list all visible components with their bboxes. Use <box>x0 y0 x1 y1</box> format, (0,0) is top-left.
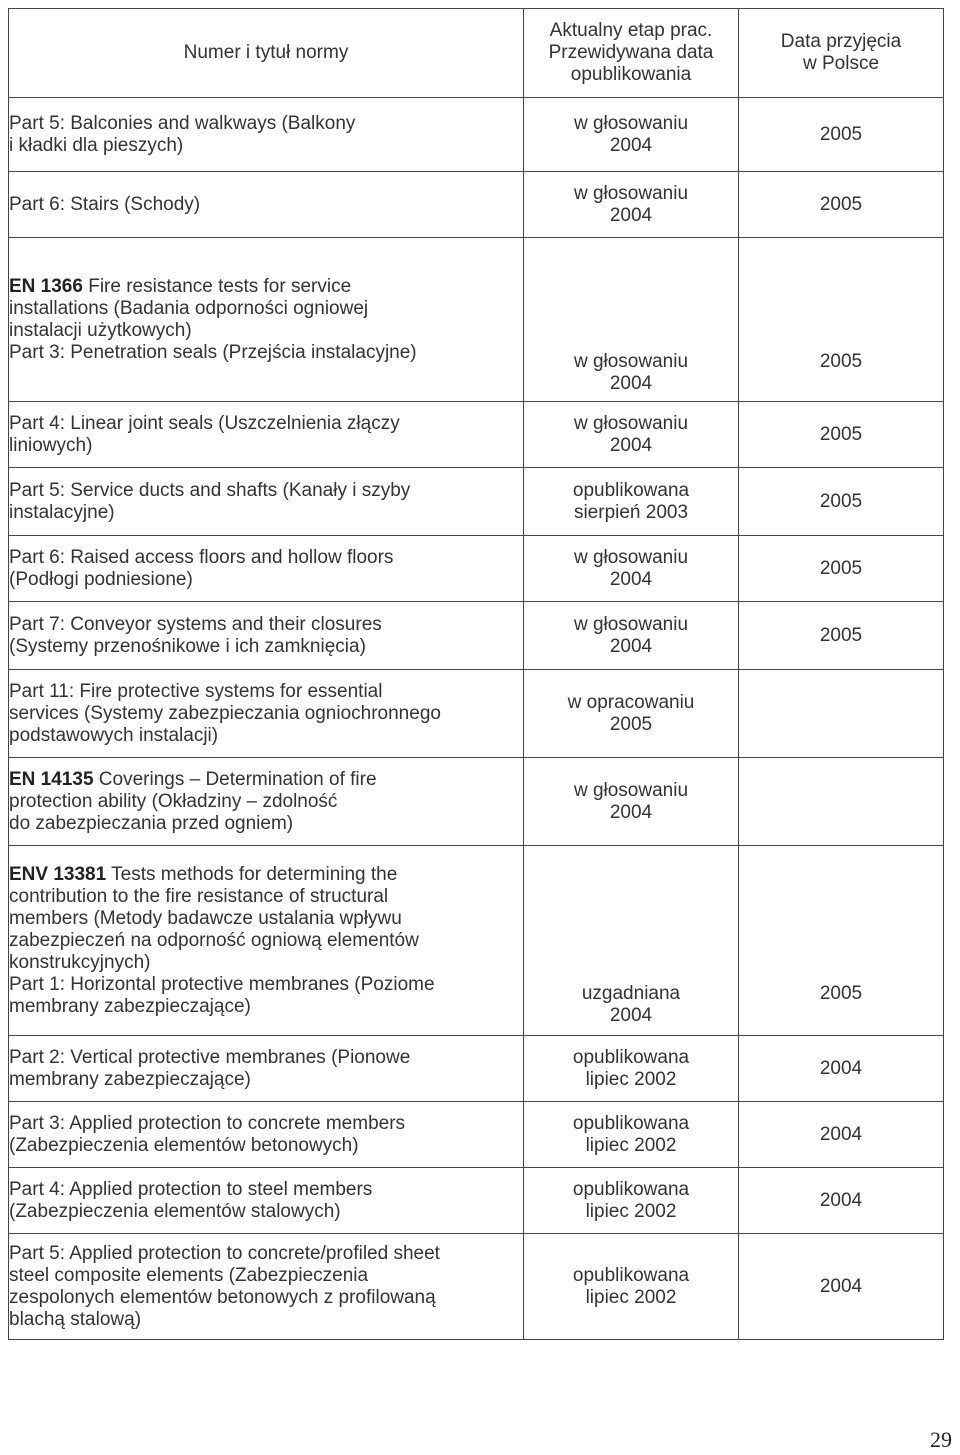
standard-title-cell <box>9 468 524 536</box>
adoption-year-cell <box>739 468 944 536</box>
stage-date: 2004 <box>609 434 653 456</box>
stage-status: w opracowaniu <box>567 691 695 713</box>
table-row <box>9 602 944 670</box>
standard-title-cell <box>9 670 524 758</box>
standard-title-line: Part 1: Horizontal protective membranes (Poziome <box>9 973 435 995</box>
stage-status: w głosowaniu <box>573 412 689 434</box>
stage-cell <box>524 602 739 670</box>
stage-status: w głosowaniu <box>573 112 689 134</box>
standard-title-cell <box>9 1102 524 1168</box>
stage-cell <box>524 1234 739 1340</box>
standard-title-line: do zabezpieczania przed ogniem) <box>9 812 294 834</box>
adoption-year-cell <box>739 846 944 1036</box>
adoption-year: 2005 <box>819 423 863 445</box>
table-row <box>9 670 944 758</box>
header-col3-line2: w Polsce <box>802 53 880 74</box>
standard-title-line: i kładki dla pieszych) <box>9 134 184 156</box>
standard-title-cell <box>9 238 524 402</box>
stage-status: opublikowana <box>572 1046 690 1068</box>
adoption-year-cell <box>739 172 944 238</box>
standard-title-line: steel composite elements (Zabezpieczenia <box>9 1264 369 1286</box>
header-col2-line3: opublikowania <box>570 64 692 85</box>
stage-date: 2004 <box>609 134 653 156</box>
table-row <box>9 238 944 402</box>
stage-cell <box>524 238 739 402</box>
standard-title-cell <box>9 1036 524 1102</box>
standard-title-cell <box>9 98 524 172</box>
stage-status: w głosowaniu <box>573 779 689 801</box>
table-row <box>9 402 944 468</box>
adoption-year-cell <box>739 670 944 758</box>
table-row <box>9 758 944 846</box>
stage-cell <box>524 1168 739 1234</box>
standard-title-line: Part 6: Stairs (Schody) <box>9 193 201 215</box>
stage-status: w głosowaniu <box>573 546 689 568</box>
standard-title-cell <box>9 1168 524 1234</box>
standard-title-cell <box>9 846 524 1036</box>
header-stage <box>524 9 739 98</box>
adoption-year: 2005 <box>819 351 863 372</box>
standard-title-cell <box>9 172 524 238</box>
standard-title-cell <box>9 536 524 602</box>
standard-code: ENV 13381 <box>9 863 107 885</box>
standard-title-line: konstrukcyjnych) <box>9 951 151 973</box>
standard-code: EN 1366 <box>9 275 83 297</box>
stage-status: w głosowaniu <box>573 351 689 372</box>
stage-date: lipiec 2002 <box>585 1200 677 1222</box>
standard-title-line: services (Systemy zabezpieczania ogniochronnego <box>9 702 441 724</box>
stage-date: 2004 <box>609 801 653 823</box>
stage-cell <box>524 670 739 758</box>
table-row <box>9 536 944 602</box>
stage-date: 2004 <box>609 568 653 590</box>
standard-title-line: membrany zabezpieczające) <box>9 1068 251 1090</box>
header-col2-line2: Przewidywana data <box>548 42 714 63</box>
stage-date: lipiec 2002 <box>585 1068 677 1090</box>
adoption-year: 2004 <box>819 1275 863 1297</box>
adoption-year: 2005 <box>819 624 863 646</box>
standard-title-cell <box>9 602 524 670</box>
adoption-year-cell <box>739 1168 944 1234</box>
standard-title-line: instalacyjne) <box>9 501 115 523</box>
standard-title-line: zespolonych elementów betonowych z profilowaną <box>9 1286 436 1308</box>
adoption-year-cell <box>739 1036 944 1102</box>
stage-date: 2004 <box>609 373 653 394</box>
table-row <box>9 846 944 1036</box>
stage-status: opublikowana <box>572 479 690 501</box>
stage-status: opublikowana <box>572 1178 690 1200</box>
stage-cell <box>524 1036 739 1102</box>
adoption-year-cell <box>739 1234 944 1340</box>
adoption-year: 2005 <box>819 193 863 215</box>
standard-title-line: members (Metody badawcze ustalania wpływu <box>9 907 402 929</box>
standard-title-line: liniowych) <box>9 434 93 456</box>
stage-status: uzgadniana <box>581 983 681 1004</box>
standard-title-line: Part 7: Conveyor systems and their closures <box>9 613 382 635</box>
standard-title-cell <box>9 758 524 846</box>
standard-title-cell <box>9 1234 524 1340</box>
stage-cell <box>524 846 739 1036</box>
standard-title-line: (Zabezpieczenia elementów betonowych) <box>9 1134 359 1156</box>
table-row <box>9 1234 944 1340</box>
standard-title-line: Part 5: Service ducts and shafts (Kanały i szyby <box>9 479 411 501</box>
stage-status: w głosowaniu <box>573 182 689 204</box>
stage-date: 2005 <box>609 713 653 735</box>
stage-cell <box>524 536 739 602</box>
standard-code: EN 14135 <box>9 768 94 790</box>
adoption-year-cell <box>739 602 944 670</box>
stage-status: opublikowana <box>572 1112 690 1134</box>
stage-date: 2004 <box>609 204 653 226</box>
standard-title-line: blachą stalową) <box>9 1308 142 1330</box>
adoption-year-cell <box>739 402 944 468</box>
standard-title-line: Part 11: Fire protective systems for essential <box>9 680 383 702</box>
adoption-year-cell <box>739 1102 944 1168</box>
standard-title-line: Fire resistance tests for service <box>82 275 352 297</box>
standard-title-line: membrany zabezpieczające) <box>9 995 251 1017</box>
adoption-year: 2005 <box>819 983 863 1004</box>
stage-date: sierpień 2003 <box>573 501 689 523</box>
stage-date: lipiec 2002 <box>585 1286 677 1308</box>
standard-title-line: (Zabezpieczenia elementów stalowych) <box>9 1200 341 1222</box>
stage-cell <box>524 98 739 172</box>
standard-title-line: Part 6: Raised access floors and hollow floors <box>9 546 394 568</box>
header-col2-line1: Aktualny etap prac. <box>549 20 713 41</box>
table-row <box>9 172 944 238</box>
standard-title-line: (Podłogi podniesione) <box>9 568 193 590</box>
standard-title-line: contribution to the fire resistance of structural <box>9 885 389 907</box>
header-adoption-date <box>739 9 944 98</box>
table-row <box>9 98 944 172</box>
stage-date: 2004 <box>609 635 653 657</box>
standard-title-line: Part 2: Vertical protective membranes (Pionowe <box>9 1046 411 1068</box>
table-header-row <box>9 9 944 98</box>
adoption-year: 2005 <box>819 123 863 145</box>
adoption-year: 2005 <box>819 490 863 512</box>
adoption-year: 2004 <box>819 1189 863 1211</box>
standard-title-line: protection ability (Okładziny – zdolność <box>9 790 338 812</box>
standard-title-cell <box>9 402 524 468</box>
adoption-year-cell <box>739 536 944 602</box>
stage-status: opublikowana <box>572 1264 690 1286</box>
stage-date: 2004 <box>609 1005 653 1026</box>
stage-cell <box>524 468 739 536</box>
header-standard-title <box>9 9 524 98</box>
standard-title-line: Tests methods for determining the <box>106 863 398 885</box>
table-body <box>9 98 944 1340</box>
standard-title-line: Coverings – Determination of fire <box>93 768 377 790</box>
table-row <box>9 1102 944 1168</box>
adoption-year: 2004 <box>819 1123 863 1145</box>
standard-title-line: Part 5: Balconies and walkways (Balkony <box>9 112 356 134</box>
header-col3-line1: Data przyjęcia <box>780 31 902 52</box>
standard-title-line: Part 3: Applied protection to concrete members <box>9 1112 406 1134</box>
adoption-year-cell <box>739 98 944 172</box>
standard-title-line: installations (Badania odporności ogniowej <box>9 297 369 319</box>
standard-title-line: (Systemy przenośnikowe i ich zamknięcia) <box>9 635 366 657</box>
table-row <box>9 468 944 536</box>
standard-title-line: Part 3: Penetration seals (Przejścia instalacyjne) <box>9 341 417 363</box>
table-row <box>9 1036 944 1102</box>
stage-cell <box>524 758 739 846</box>
adoption-year-cell <box>739 238 944 402</box>
page-number: 29 <box>930 1427 952 1452</box>
stage-cell <box>524 402 739 468</box>
stage-date: lipiec 2002 <box>585 1134 677 1156</box>
adoption-year-cell <box>739 758 944 846</box>
standard-title-line: Part 4: Applied protection to steel members <box>9 1178 373 1200</box>
stage-status: w głosowaniu <box>573 613 689 635</box>
standard-title-line: instalacji użytkowych) <box>9 319 192 341</box>
stage-cell <box>524 172 739 238</box>
standard-title-line: Part 4: Linear joint seals (Uszczelnienia złączy <box>9 412 400 434</box>
adoption-year: 2005 <box>819 557 863 579</box>
header-col1-text: Numer i tytuł normy <box>183 42 349 63</box>
adoption-year: 2004 <box>819 1057 863 1079</box>
standard-title-line: Part 5: Applied protection to concrete/profiled sheet <box>9 1242 440 1264</box>
standards-table <box>8 8 944 1340</box>
table-row <box>9 1168 944 1234</box>
standard-title-line: podstawowych instalacji) <box>9 724 219 746</box>
stage-cell <box>524 1102 739 1168</box>
standard-title-line: zabezpieczeń na odporność ogniową elementów <box>9 929 419 951</box>
